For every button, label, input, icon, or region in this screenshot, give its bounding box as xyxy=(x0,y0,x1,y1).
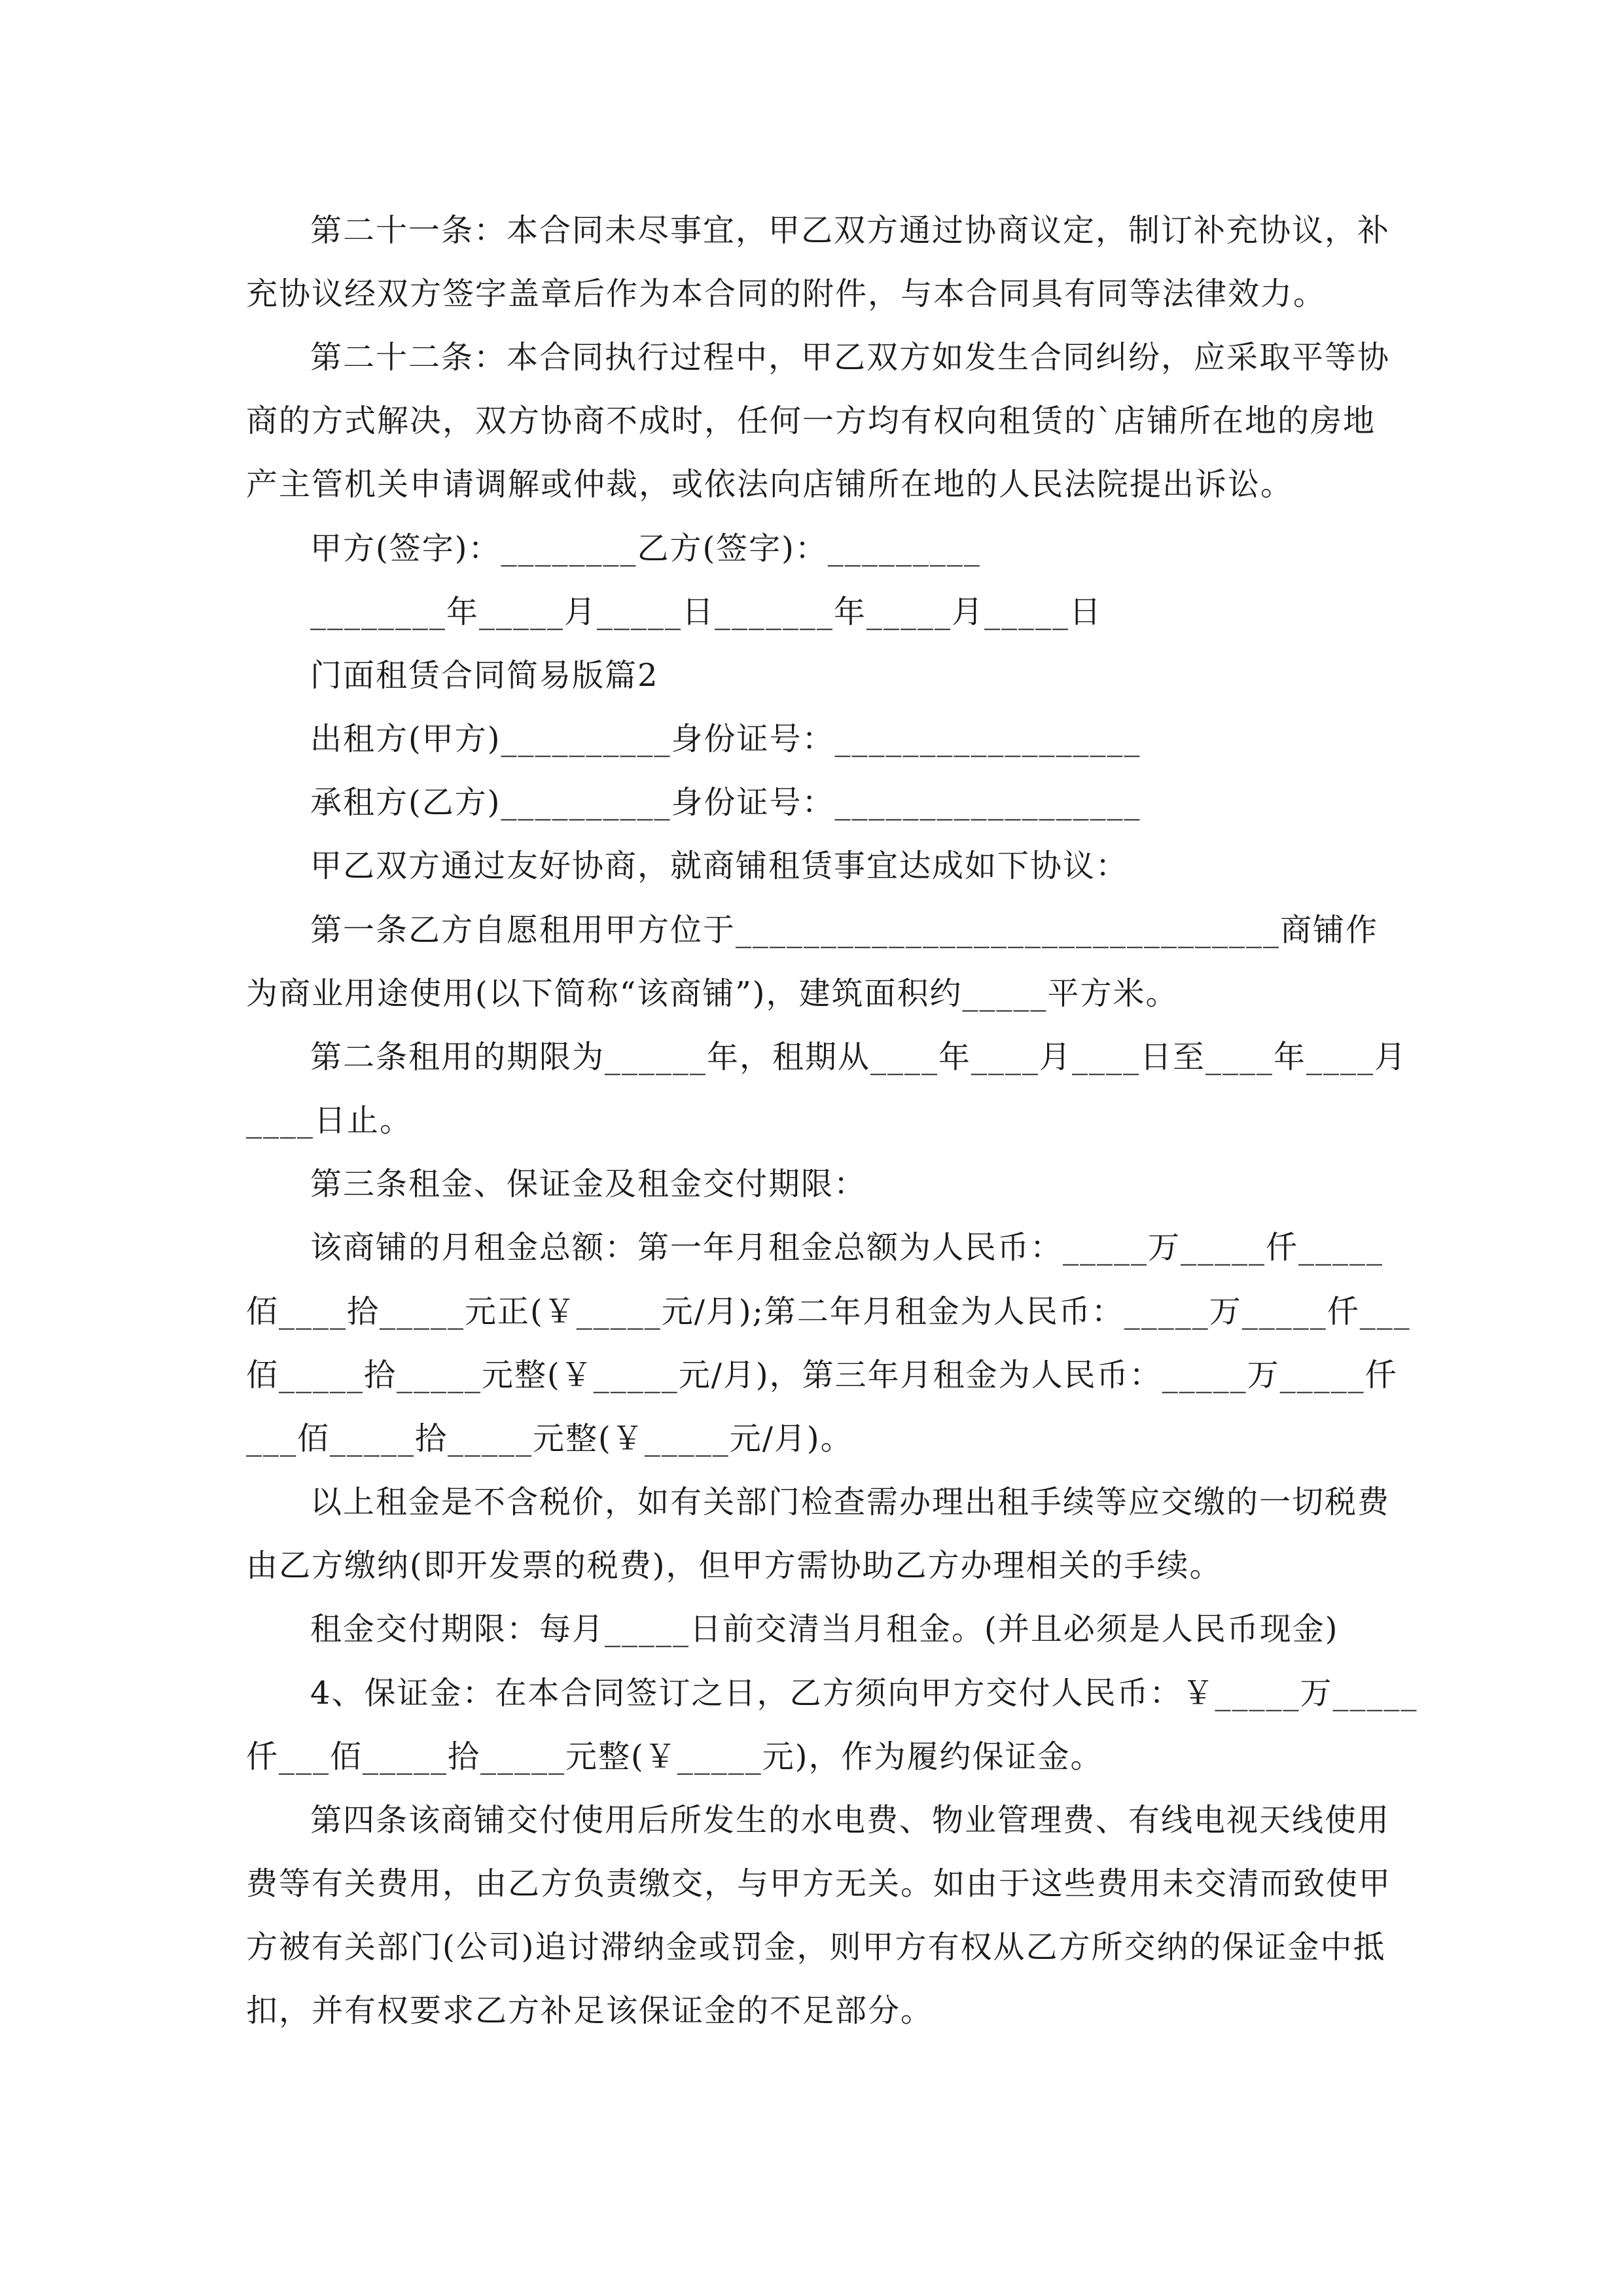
deposit-line-2: 仟___佰_____拾_____元整(￥_____元)，作为履约保证金。 xyxy=(246,1738,1103,1775)
article-22-line-3: 产主管机关申请调解或仲裁，或依法向店铺所在地的人民法院提出诉讼。 xyxy=(246,466,1294,503)
tax-line-1: 以上租金是不含税价，如有关部门检查需办理出租手续等应交缴的一切税费 xyxy=(310,1484,1391,1520)
rent-line-2: 佰____拾_____元正(￥_____元/月);第二年月租金为人民币：_____万_____仟___ xyxy=(246,1293,1411,1330)
article-2-line-1: 第二条租用的期限为______年，租期从____年____月____日至____年____月 xyxy=(310,1039,1408,1075)
article-21-line-1: 第二十一条：本合同未尽事宜，甲乙双方通过协商议定，制订补充协议，补 xyxy=(310,212,1391,249)
article-21-line-2: 充协议经双方签字盖章后作为本合同的附件，与本合同具有同等法律效力。 xyxy=(246,276,1327,312)
article-1-line-2: 为商业用途使用(以下简称“该商铺”)，建筑面积约_____平方米。 xyxy=(246,975,1179,1012)
article-22-line-2: 商的方式解决，双方协商不成时，任何一方均有权向租赁的`店铺所在地的房地 xyxy=(246,403,1376,439)
lessor-line: 出租方(甲方)__________身份证号：__________________ xyxy=(310,721,1141,757)
signature-line: 甲方(签字)：________乙方(签字)：_________ xyxy=(310,530,981,567)
lessee-line: 承租方(乙方)__________身份证号：__________________ xyxy=(310,784,1141,821)
rent-line-4: ___佰_____拾_____元整(￥_____元/月)。 xyxy=(246,1420,853,1457)
rent-line-3: 佰_____拾_____元整(￥_____元/月)，第三年月租金为人民币：_____万_____仟 xyxy=(246,1357,1398,1393)
section-title: 门面租赁合同简易版篇2 xyxy=(310,657,659,694)
article-22-line-1: 第二十二条：本合同执行过程中，甲乙双方如发生合同纠纷，应采取平等协 xyxy=(310,339,1391,376)
tax-line-2: 由乙方缴纳(即开发票的税费)，但甲方需协助乙方办理相关的手续。 xyxy=(246,1547,1222,1584)
article-1-line-1: 第一条乙方自愿租用甲方位于________________________________商铺作 xyxy=(310,912,1379,948)
article-4-line-2: 费等有关费用，由乙方负责缴交，与甲方无关。如由于这些费用未交清而致使甲 xyxy=(246,1865,1392,1902)
article-2-line-2: ____日止。 xyxy=(246,1102,413,1139)
date-line: ________年_____月_____日_______年_____月_____日 xyxy=(310,594,1103,630)
payment-period-line: 租金交付期限：每月_____日前交清当月租金。(并且必须是人民币现金) xyxy=(310,1611,1339,1647)
article-3-heading: 第三条租金、保证金及租金交付期限： xyxy=(310,1166,867,1202)
rent-line-1: 该商铺的月租金总额：第一年月租金总额为人民币：_____万_____仟_____ xyxy=(310,1229,1384,1266)
deposit-line-1: 4、保证金：在本合同签订之日，乙方须向甲方交付人民币：￥_____万_____ xyxy=(310,1675,1418,1712)
article-4-line-4: 扣，并有权要求乙方补足该保证金的不足部分。 xyxy=(246,1992,934,2029)
article-4-line-3: 方被有关部门(公司)追讨滞纳金或罚金，则甲方有权从乙方所交纳的保证金中抵 xyxy=(246,1929,1386,1965)
article-4-line-1: 第四条该商铺交付使用后所发生的水电费、物业管理费、有线电视天线使用 xyxy=(310,1802,1391,1839)
agreement-intro: 甲乙双方通过友好协商，就商铺租赁事宜达成如下协议： xyxy=(310,848,1129,884)
